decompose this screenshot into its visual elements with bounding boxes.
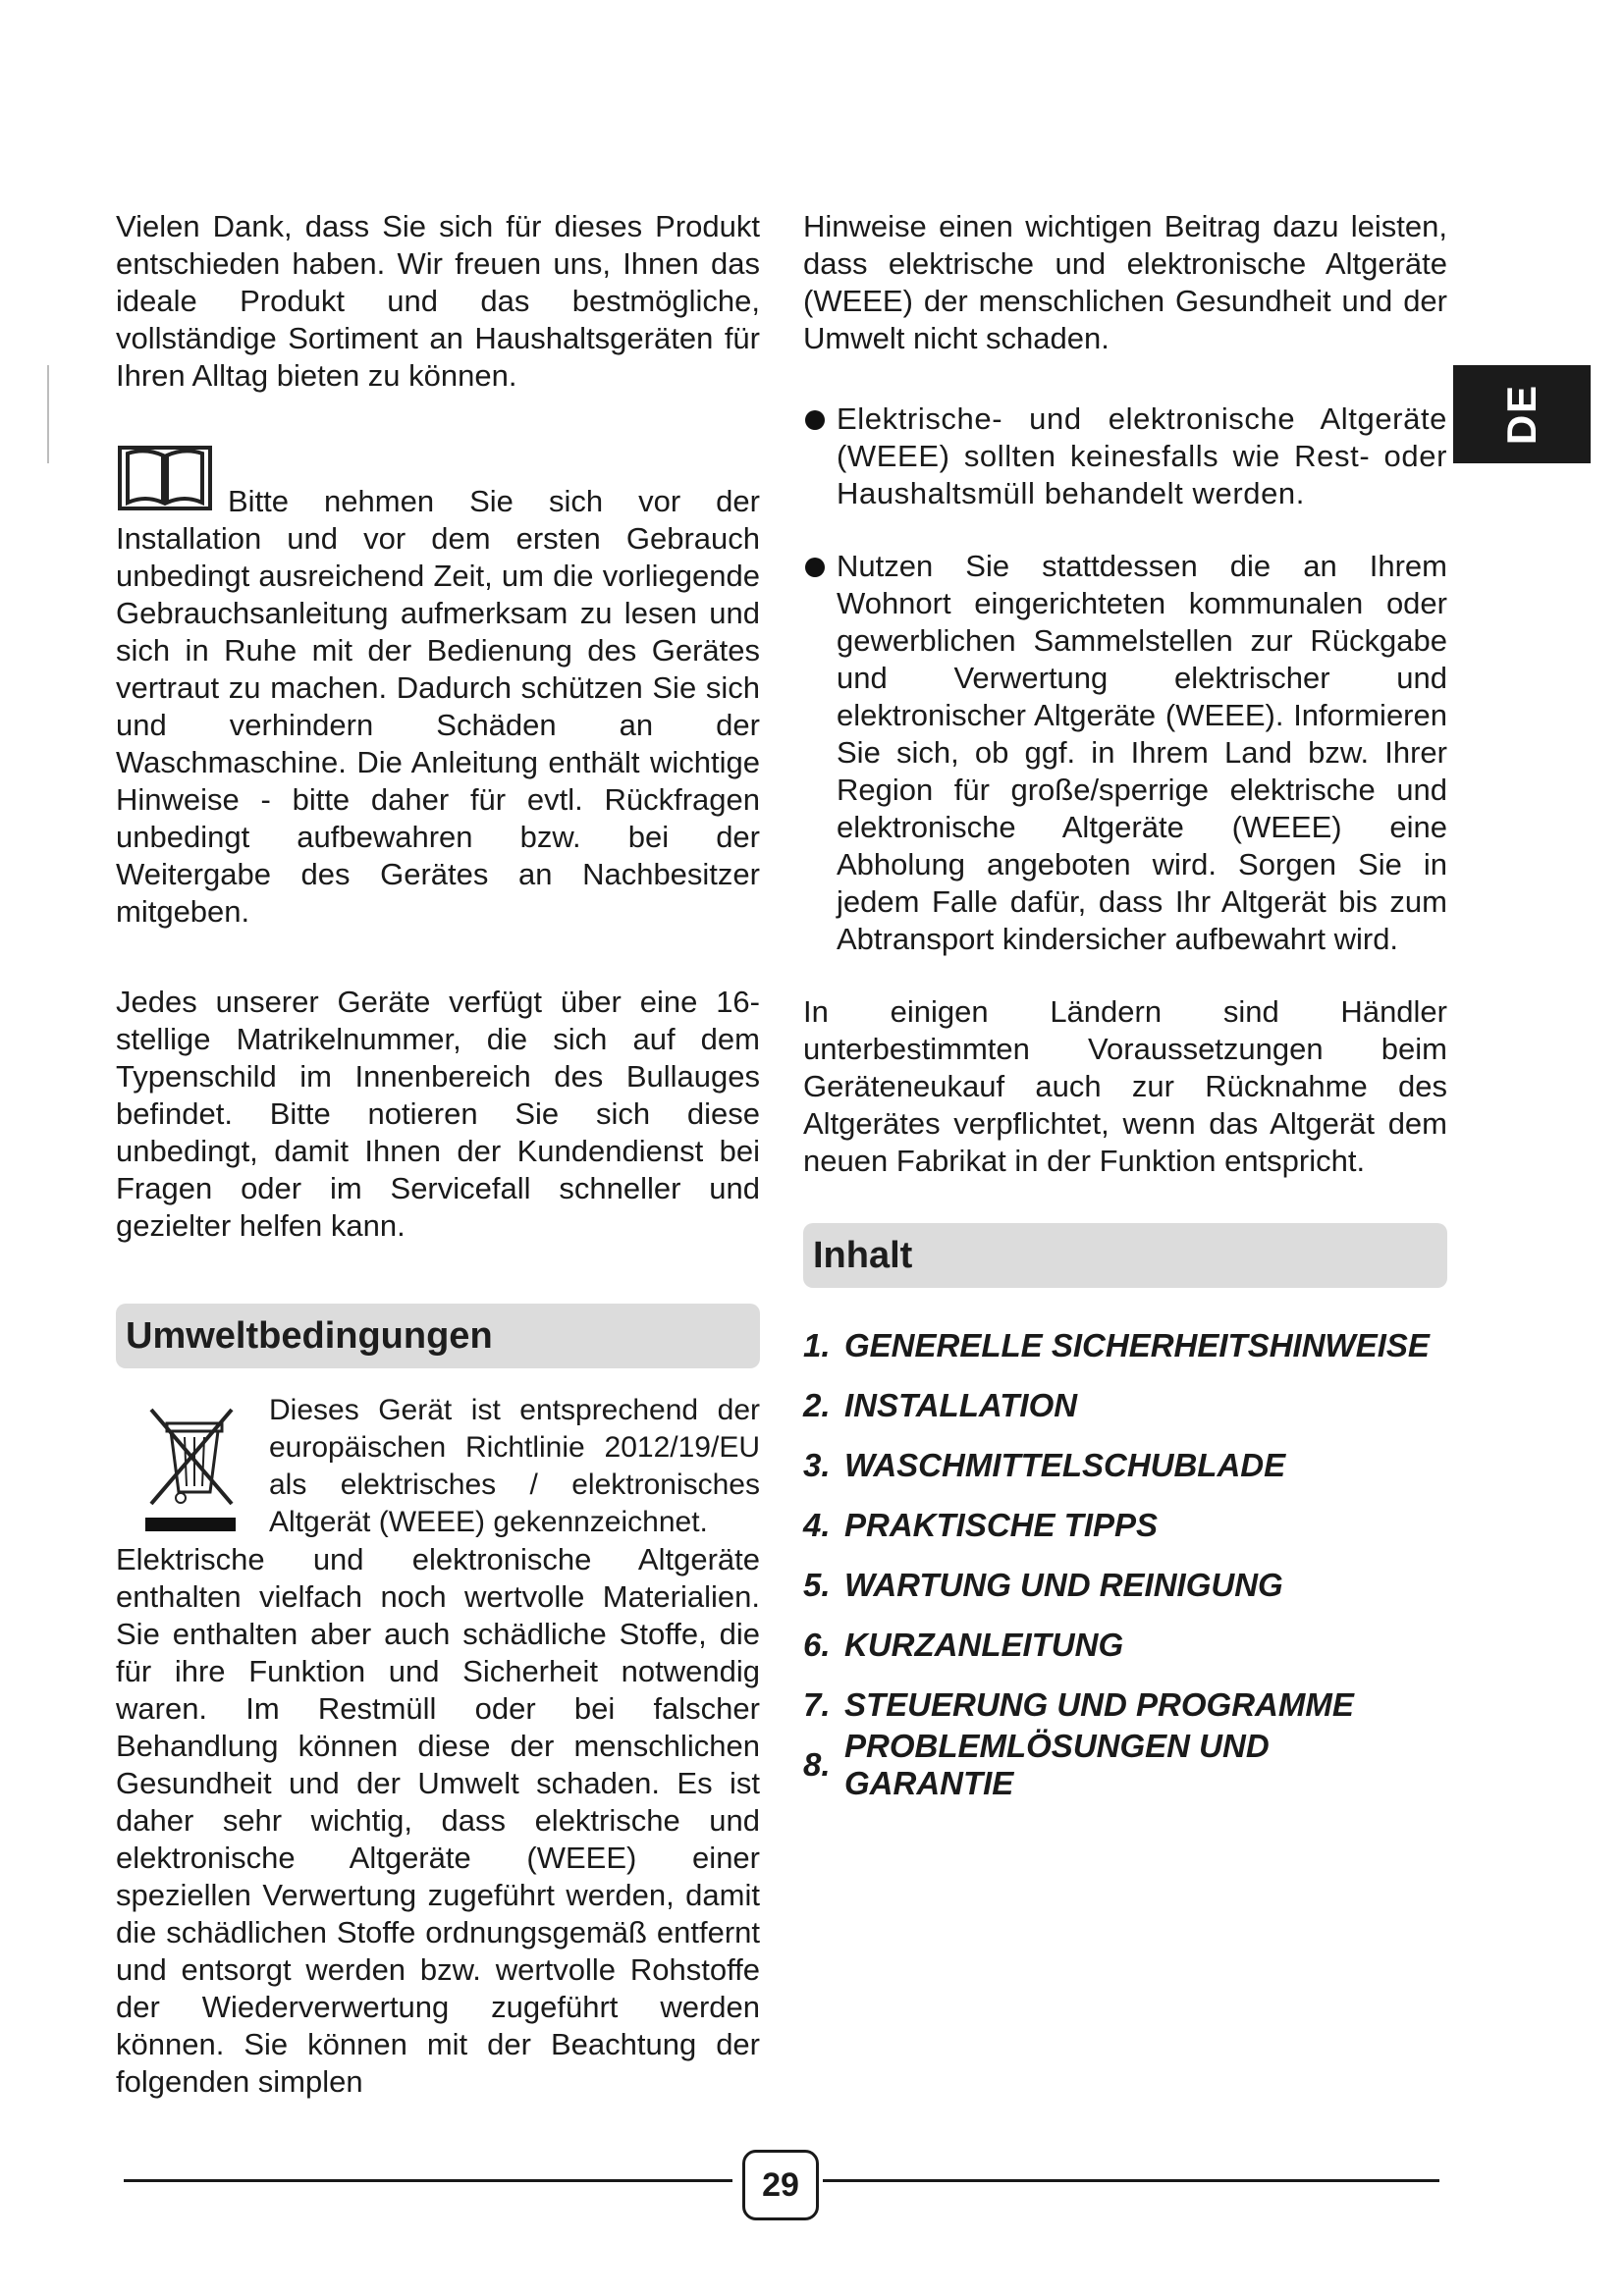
- intro-paragraph: Vielen Dank, dass Sie sich für dieses Produkt entschieden haben. Wir freuen uns, Ihnen das ideale Produkt und das bestmögliche, vollständige Sortiment an Haushaltsgeräten für Ihren Alltag bieten zu können.: [116, 209, 760, 393]
- toc-item-label: PROBLEMLÖSUNGEN UND GARANTIE: [843, 1727, 1270, 1801]
- bullet-icon: [805, 410, 825, 430]
- toc-item-label: KURZANLEITUNG: [844, 1626, 1124, 1663]
- weee-continuation: Hinweise einen wichtigen Beitrag dazu leisten, dass elektrische und elektronische Altgeräte (WEEE) der menschlichen Gesundheit und der Umwelt nicht schaden.: [803, 209, 1447, 355]
- list-item: [803, 548, 1447, 958]
- list-item: [803, 400, 1447, 512]
- install-note: [116, 444, 760, 931]
- toc-item: [803, 1375, 1447, 1435]
- right-column: [803, 208, 1447, 1801]
- toc-item: [803, 1727, 1447, 1801]
- contents-heading-text: Inhalt: [813, 1234, 913, 1276]
- toc-item-label: WARTUNG UND REINIGUNG: [844, 1566, 1283, 1603]
- weee-body-text: Elektrische und elektronische Altgeräte enthalten vielfach noch wertvolle Materialien. Sie enthalten aber auch schädliche Stoffe, die für ihre Funktion und Sicherheit notwendig waren. Im Restmüll oder bei falscher Behandlung können diese der menschlichen Gesundheit und der Umwelt schaden. Es ist daher sehr wichtig, dass elektrische und elektronische Altgeräte (WEEE) einer speziellen Verwertung zugeführt werden, damit die schädlichen Stoffe ordnungsgemäß entfernt und entsorgt werden bzw. wertvolle Rohstoffe der Wiederverwertung zugeführt werden können. Sie können mit der Beachtung der folgenden simplen: [116, 1542, 760, 2099]
- book-icon: [116, 444, 214, 514]
- toc-item: [803, 1495, 1447, 1555]
- bullet-icon: [805, 558, 825, 577]
- toc-item: [803, 1555, 1447, 1615]
- retailer-paragraph: In einigen Ländern sind Händler unterbestimmten Voraussetzungen beim Geräteneukauf auch zur Rücknahme des Altgerätes verpflichtet, wenn das Altgerät dem neuen Fabrikat in der Funktion entspricht.: [803, 994, 1447, 1178]
- left-column: [116, 208, 760, 2101]
- toc-item-number: 8.: [803, 1745, 831, 1783]
- crossed-bin-icon: [141, 1402, 240, 1534]
- toc-item-label: INSTALLATION: [844, 1386, 1078, 1423]
- contents-heading: [803, 1223, 1447, 1288]
- toc-item: [803, 1675, 1447, 1735]
- footer-rule-left: [124, 2179, 732, 2182]
- language-tab: [1453, 365, 1591, 463]
- toc-item-number: 3.: [803, 1446, 831, 1483]
- toc-item: [803, 1315, 1447, 1375]
- toc-item: [803, 1615, 1447, 1675]
- toc-item-number: 1.: [803, 1326, 831, 1363]
- page-number-text: 29: [762, 2165, 799, 2204]
- list-item-text: Elektrische- und elektronische Altgeräte (WEEE) sollten keinesfalls wie Rest- oder Haushaltsmüll behandelt werden.: [837, 401, 1447, 510]
- toc-item-label: WASCHMITTELSCHUBLADE: [844, 1446, 1286, 1483]
- serial-number-paragraph: Jedes unserer Geräte verfügt über eine 16-stellige Matrikelnummer, die sich auf dem Typenschild im Innenbereich des Bullauges befindet. Bitte notieren Sie sich diese unbedingt, damit Ihnen der Kundendienst bei Fragen oder im Servicefall schneller und gezielter helfen kann.: [116, 985, 760, 1243]
- toc-item-label: PRAKTISCHE TIPPS: [844, 1506, 1159, 1543]
- toc-item-number: 6.: [803, 1626, 831, 1663]
- environment-heading: [116, 1304, 760, 1368]
- weee-mark-text: Dieses Gerät ist entsprechend der europäischen Richtlinie 2012/19/EU als elektrisches / elektronisches Altgerät (WEEE) gekennzeichnet.: [269, 1394, 760, 1538]
- environment-heading-text: Umweltbedingungen: [126, 1314, 493, 1357]
- weee-bullet-list: [803, 400, 1447, 958]
- margin-rule: [47, 365, 49, 463]
- table-of-contents: [803, 1315, 1447, 1801]
- toc-item: [803, 1435, 1447, 1495]
- toc-item-number: 2.: [803, 1386, 831, 1423]
- toc-item-number: 4.: [803, 1506, 831, 1543]
- list-item-text: Nutzen Sie stattdessen die an Ihrem Wohnort eingerichteten kommunalen oder gewerblichen Sammelstellen zur Rückgabe und Verwertung elektrischer und elektronischer Altgeräte (WEEE). Informieren Sie sich, ob ggf. in Ihrem Land bzw. Ihrer Region für große/sperrige elektrische und elektronische Altgeräte (WEEE) eine Abholung angeboten wird. Sorgen Sie in jedem Falle dafür, dass Ihr Altgerät bis zum Abtransport kindersicher aufbewahrt wird.: [837, 549, 1447, 956]
- footer-rule-right: [823, 2179, 1439, 2182]
- toc-item-label: GENERELLE SICHERHEITSHINWEISE: [844, 1326, 1430, 1363]
- toc-item-number: 5.: [803, 1566, 831, 1603]
- weee-notice: [116, 1392, 760, 1541]
- toc-item-number: 7.: [803, 1685, 831, 1723]
- language-tab-label: DE: [1497, 383, 1544, 446]
- toc-item-label: STEUERUNG UND PROGRAMME: [844, 1685, 1354, 1723]
- install-note-text: Bitte nehmen Sie sich vor der Installation und vor dem ersten Gebrauch unbedingt ausreichend Zeit, um die vorliegende Gebrauchsanleitung aufmerksam zu lesen und sich in Ruhe mit der Bedienung des Gerätes vertraut zu machen. Dadurch schützen Sie sich und verhindern Schäden an der Waschmaschine. Die Anleitung enthält wichtige Hinweise - bitte daher für evtl. Rückfragen unbedingt aufbewahren bzw. bei der Weitergabe des Gerätes an Nachbesitzer mitgeben.: [116, 484, 760, 929]
- page-number: [742, 2150, 819, 2220]
